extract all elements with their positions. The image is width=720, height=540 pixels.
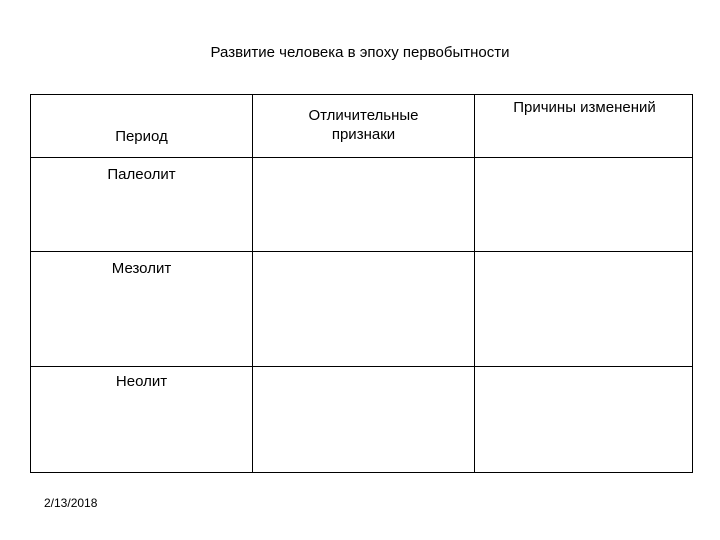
row-divider [31,251,692,252]
header-reasons-of-change: Причины изменений [513,99,656,116]
header-signs-line1: Отличительные [308,107,419,124]
header-signs-line2: признаки [331,126,396,143]
header-distinctive-signs [253,106,474,144]
column-divider [252,95,253,472]
row-label-neolithic: Неолит [115,373,168,390]
periods-table [30,94,693,473]
row-label-mesolithic: Мезолит [111,260,172,277]
row-label-paleolithic: Палеолит [107,166,176,183]
column-divider [474,95,475,472]
header-period: Период [115,128,168,145]
slide-title: Развитие человека в эпоху первобытности [210,44,510,61]
footer-date: 2/13/2018 [44,496,98,510]
row-divider [31,366,692,367]
row-divider [31,157,692,158]
